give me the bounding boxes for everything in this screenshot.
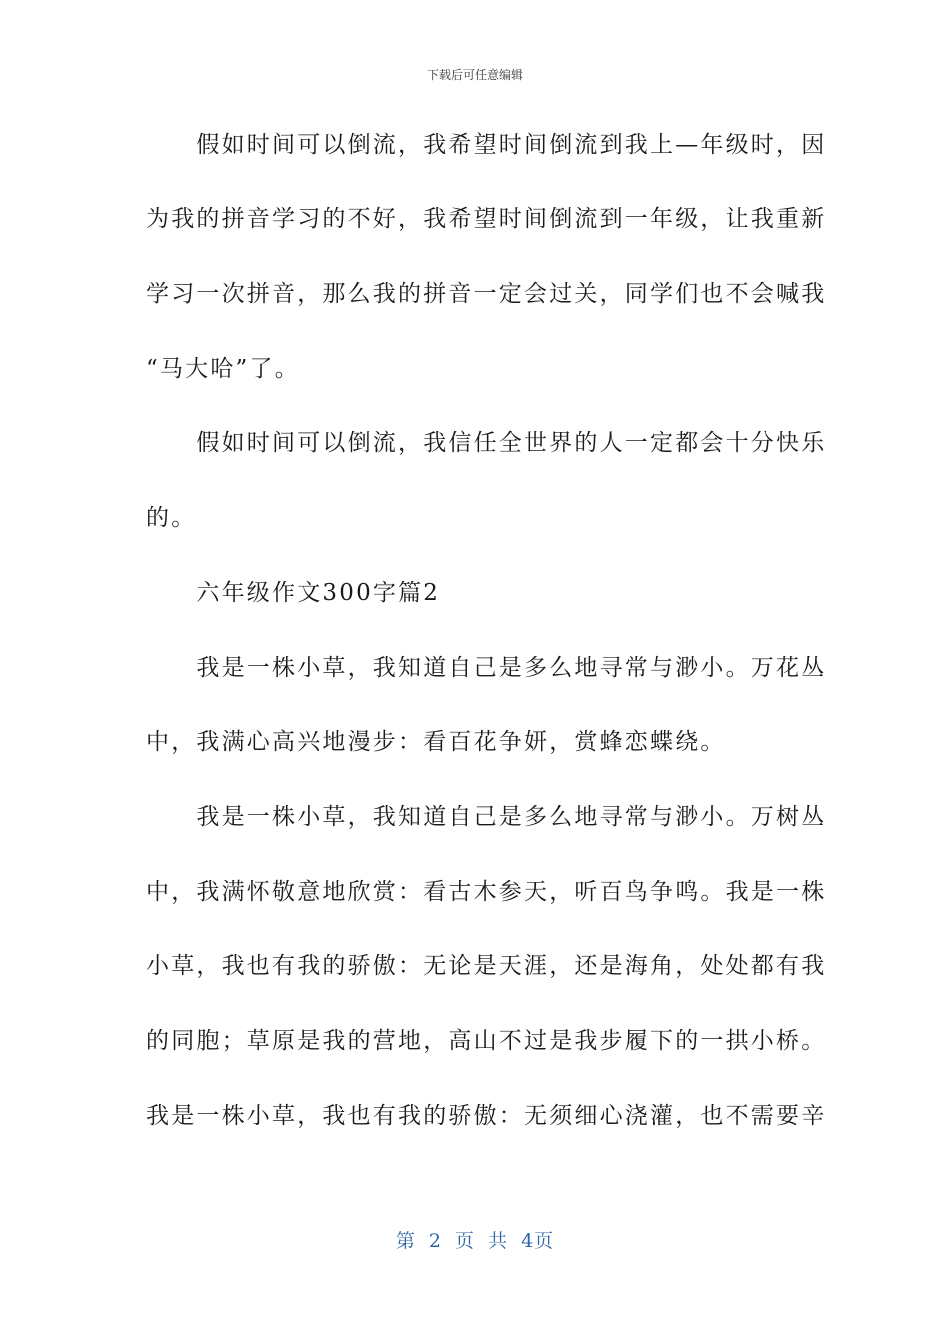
paragraph-line: 我是一株小草，我知道自己是多么地寻常与渺小。万树丛 <box>146 804 827 830</box>
paragraph-line: 小草，我也有我的骄傲：无论是天涯，还是海角，处处都有我 <box>146 953 827 979</box>
page-header: 下载后可任意编辑 <box>426 68 523 82</box>
paragraph-line: 中，我满心高兴地漫步：看百花争妍，赏蜂恋蝶绕。 <box>146 729 726 755</box>
paragraph-line: “马大哈”了。 <box>146 356 300 382</box>
paragraph-line: 假如时间可以倒流，我信任全世界的人一定都会十分快乐 <box>146 430 827 456</box>
paragraph-line: 我是一株小草，我知道自己是多么地寻常与渺小。万花丛 <box>146 655 827 681</box>
section-heading: 六年级作文300字篇2 <box>146 580 441 606</box>
paragraph-line: 的同胞；草原是我的营地，高山不过是我步履下的一拱小桥。 <box>146 1028 827 1054</box>
paragraph-line: 的。 <box>146 505 197 531</box>
paragraph-line: 假如时间可以倒流，我希望时间倒流到我上—年级时，因 <box>146 132 827 158</box>
paragraph-line: 中，我满怀敬意地欣赏：看古木参天，听百鸟争鸣。我是一株 <box>146 879 827 905</box>
paragraph-line: 为我的拼音学习的不好，我希望时间倒流到一年级，让我重新 <box>146 206 827 232</box>
paragraph-line: 我是一株小草，我也有我的骄傲：无须细心浇灌，也不需要辛 <box>146 1103 827 1129</box>
page-number-footer: 第 2 页 共 4页 <box>395 1230 555 1252</box>
paragraph-line: 学习一次拼音，那么我的拼音一定会过关，同学们也不会喊我 <box>146 281 827 307</box>
